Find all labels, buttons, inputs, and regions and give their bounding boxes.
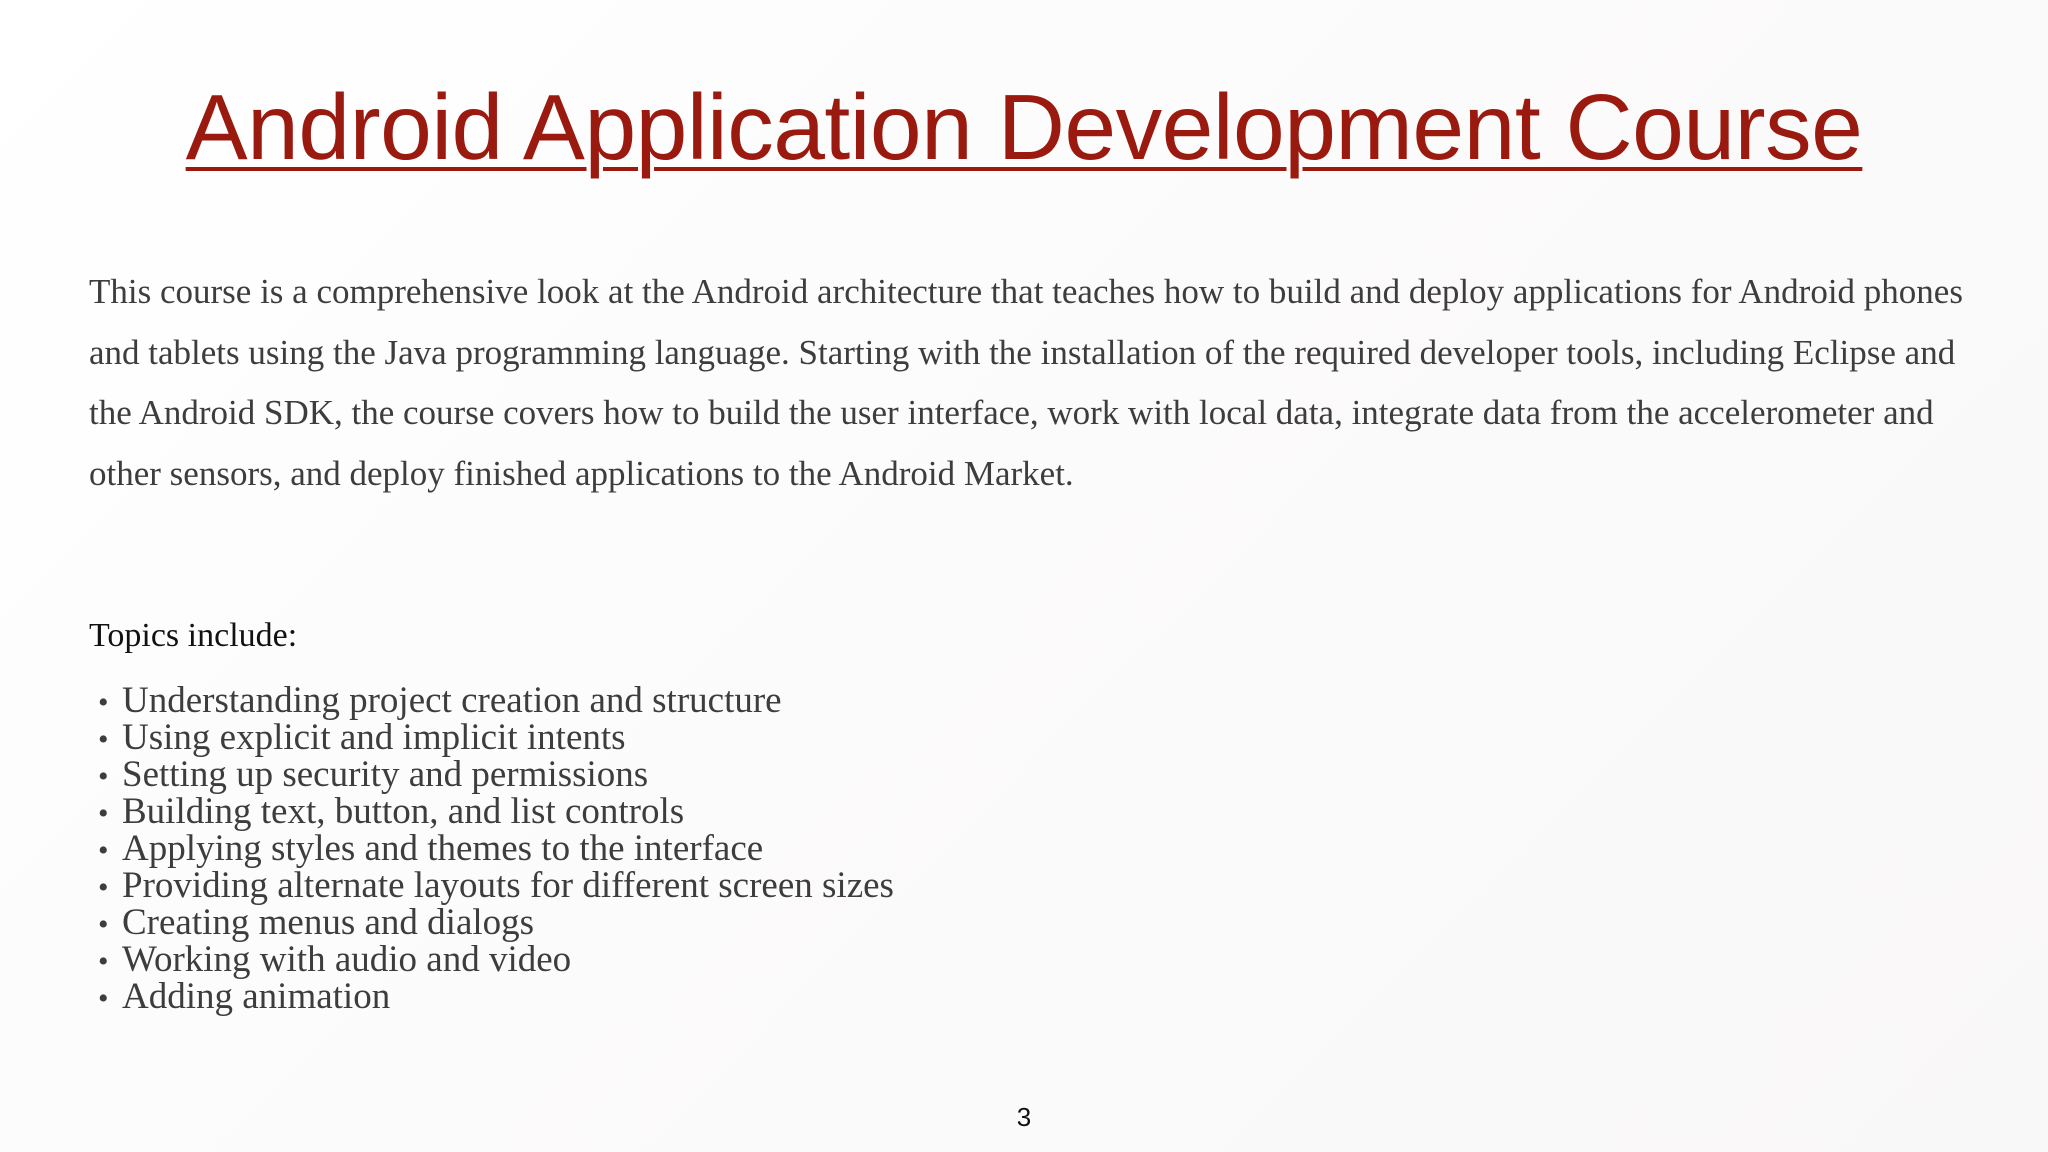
bullet-icon: • — [98, 686, 109, 719]
topic-text: Using explicit and implicit intents — [122, 717, 626, 758]
topics-list — [98, 680, 894, 1017]
topic-text: Setting up security and permissions — [122, 754, 649, 795]
topic-text: Understanding project creation and structure — [122, 680, 782, 721]
topics-heading: Topics include: — [89, 617, 298, 654]
topic-text: Providing alternate layouts for different screen sizes — [122, 865, 894, 906]
topic-text: Applying styles and themes to the interface — [122, 828, 764, 869]
page-number: 3 — [1016, 1102, 1032, 1132]
course-description: This course is a comprehensive look at the Android architecture that teaches how to build and deploy applications for Android phones and tablets using the Java programming language. Starting with the installation of the required developer tools, including Eclipse and the Android SDK, the course covers how to build the user interface, work with local data, integrate data from the accelerometer and other sensors, and deploy finished applications to the Android Market. — [89, 272, 1963, 493]
topic-text: Working with audio and video — [122, 939, 572, 980]
list-item — [98, 791, 894, 832]
list-item — [98, 754, 894, 795]
topic-text: Creating menus and dialogs — [122, 902, 535, 943]
bullet-icon: • — [98, 908, 109, 941]
list-item — [98, 902, 894, 943]
topic-text: Building text, button, and list controls — [122, 791, 685, 832]
bullet-icon: • — [98, 871, 109, 904]
list-item — [98, 828, 894, 869]
bullet-icon: • — [98, 834, 109, 867]
list-item — [98, 865, 894, 906]
list-item — [98, 976, 894, 1017]
list-item — [98, 939, 894, 980]
bullet-icon: • — [98, 945, 109, 978]
topic-text: Adding animation — [122, 976, 391, 1017]
slide-title: Android Application Development Course — [185, 75, 1863, 179]
bullet-icon: • — [98, 797, 109, 830]
list-item — [98, 680, 894, 721]
list-item — [98, 717, 894, 758]
bullet-icon: • — [98, 982, 109, 1015]
bullet-icon: • — [98, 723, 109, 756]
bullet-icon: • — [98, 760, 109, 793]
